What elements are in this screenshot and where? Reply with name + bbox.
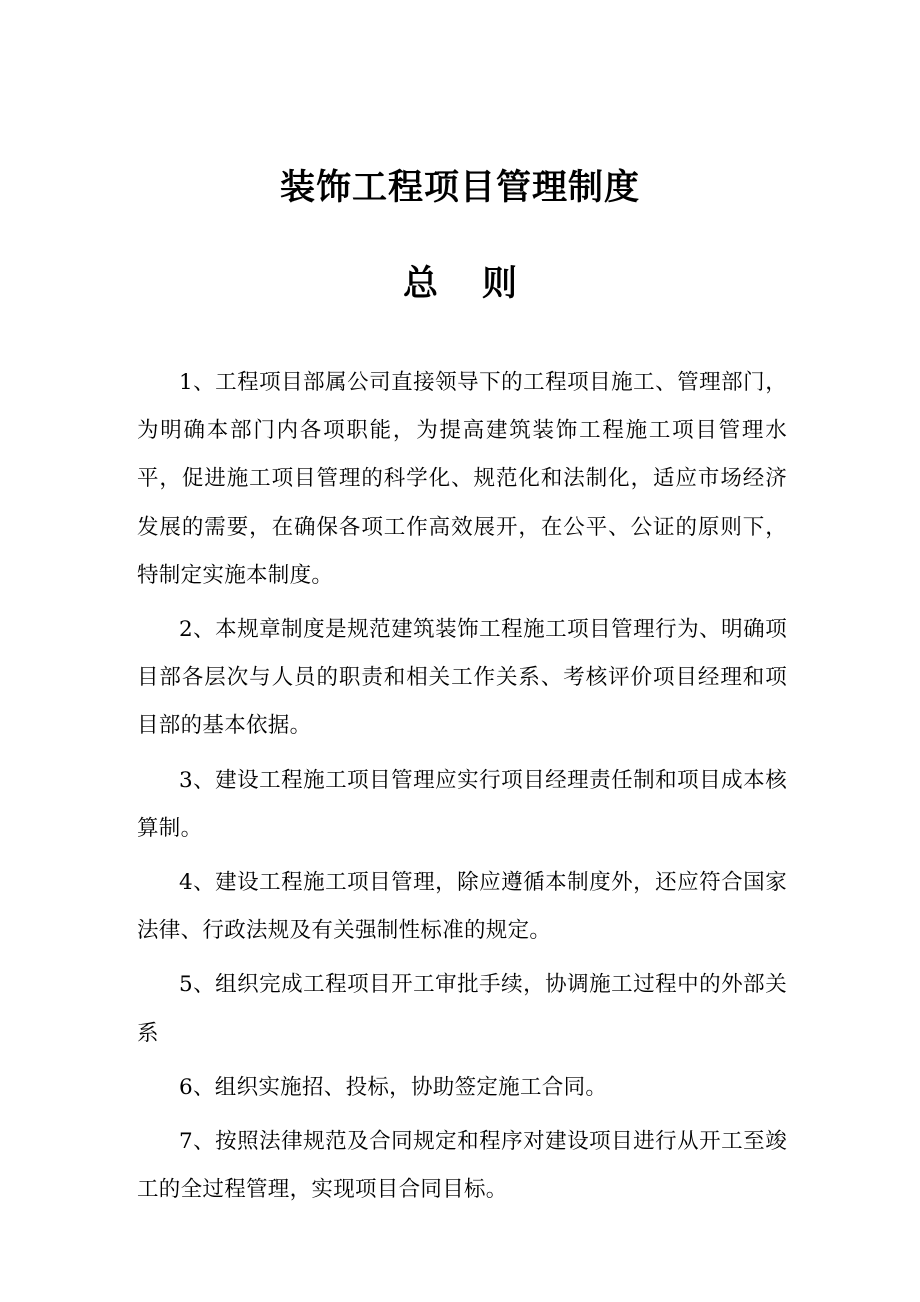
document-body	[137, 359, 787, 1220]
paragraph-1: 1、工程项目部属公司直接领导下的工程项目施工、管理部门，为明确本部门内各项职能，为提高建筑装饰工程施工项目管理水平，促进施工项目管理的科学化、规范化和法制化，适应市场经济发展的需要，在确保各项工作高效展开，在公平、公证的原则下，特制定实施本制度。	[137, 370, 787, 588]
section-title-char-2: 则	[482, 264, 518, 304]
paragraph-5: 5、组织完成工程项目开工审批手续，协调施工过程中的外部关系	[137, 972, 787, 1046]
paragraph-3: 3、建设工程施工项目管理应实行项目经理责任制和项目成本核算制。	[137, 767, 787, 841]
paragraph-4: 4、建设工程施工项目管理，除应遵循本制度外，还应符合国家法律、行政法规及有关强制性标准的规定。	[137, 870, 787, 944]
section-title	[0, 256, 920, 312]
paragraph-2: 2、本规章制度是规范建筑装饰工程施工项目管理行为、明确项目部各层次与人员的职责和相关工作关系、考核评价项目经理和项目部的基本依据。	[137, 617, 787, 739]
document-title: 装饰工程项目管理制度	[279, 168, 640, 208]
paragraph-7: 7、按照法律规范及合同规定和程序对建设项目进行从开工至竣工的全过程管理，实现项目合同目标。	[137, 1129, 787, 1203]
section-title-char-1: 总	[402, 264, 438, 304]
paragraph-6: 6、组织实施招、投标，协助签定施工合同。	[179, 1074, 608, 1100]
